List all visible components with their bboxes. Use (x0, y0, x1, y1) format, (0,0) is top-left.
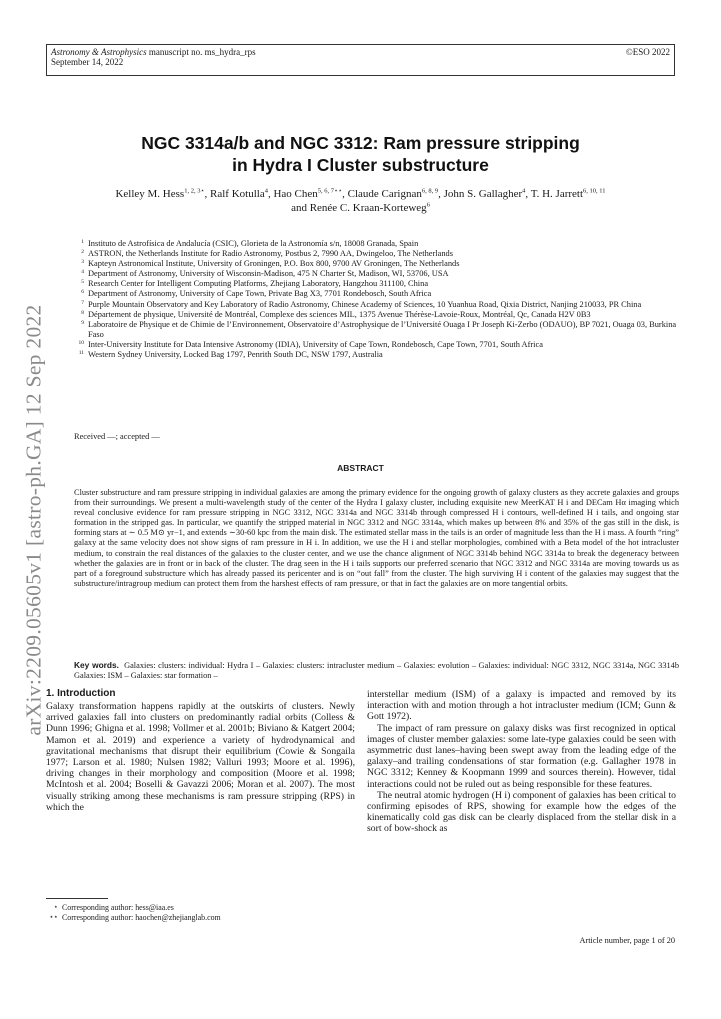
author-separator: , (204, 188, 211, 200)
header-date: September 14, 2022 (51, 57, 124, 67)
received-line: Received —; accepted — (74, 432, 160, 441)
right-column (367, 689, 676, 835)
affiliation-number: 4 (81, 269, 84, 276)
intro-paragraph-4: The neutral atomic hydrogen (H i) component of galaxies has been critical to confirming episodes of RPS, showing for example how the edges of the kinematically cold gas disk can be clearly displaced from the stellar disk in a sort of bow-shock as (367, 789, 676, 835)
corresponding-mark: ⋆ (200, 187, 205, 195)
affiliation-number: 9 (81, 319, 84, 326)
affiliation-number: 11 (78, 350, 84, 357)
affiliation-item (74, 350, 679, 360)
affiliation-item (74, 289, 679, 299)
affiliation-item (74, 249, 679, 259)
affiliation-text: Laboratoire de Physique et de Chimie de l’Environnement, Observatoire d’Astrophysique de l’Université Ouaga I Pr Joseph Ki-Zerbo (ODAUO), BP 7021, Ouaga 03, Burkina Faso (88, 319, 677, 339)
author-affil-sup: 1, 2, 3 (184, 187, 201, 195)
footnote-mark: ⋆⋆ (49, 913, 58, 922)
affiliation-text: Western Sydney University, Locked Bag 1797, Penrith South DC, NSW 1797, Australia (88, 350, 383, 360)
affiliation-number: 8 (81, 309, 84, 316)
abstract-heading: ABSTRACT (337, 463, 384, 473)
title-line-1: NGC 3314a/b and NGC 3312: Ram pressure stripping (141, 133, 580, 153)
affiliation-number: 3 (81, 259, 84, 266)
author-name: John S. Gallagher (443, 188, 523, 200)
author-name: Kelley M. Hess (115, 188, 185, 200)
intro-paragraph-2: interstellar medium (ISM) of a galaxy is impacted and removed by its interaction with and motion through a hot intracluster medium (ICM; Gunn & Gott 1972). (367, 689, 676, 723)
affiliation-text: Research Center for Intelligent Computing Platforms, Zhejiang Laboratory, Hangzhou 311100, China (88, 279, 429, 289)
affiliation-number: 5 (81, 279, 84, 286)
footnotes (46, 903, 355, 923)
affiliation-item (74, 239, 679, 249)
author-line-2 (52, 202, 669, 216)
footnote-text: Corresponding author: hess@iaa.es (62, 903, 174, 912)
section-heading-introduction: 1. Introduction (46, 688, 116, 699)
author-separator: , (525, 188, 531, 200)
affiliation-text: Instituto de Astrofísica de Andalucía (CSIC), Glorieta de la Astronomía s/n, 18008 Granada, Spain (88, 239, 419, 248)
affiliation-item (74, 310, 679, 320)
intro-paragraph-1: Galaxy transformation happens rapidly at the outskirts of clusters. Newly arrived galaxies fall into clusters on predominantly radial orbits (Colless & Dunn 1996; Ghigna et al. 1998; Vollmer et al. 2001b; Biviano & Katgert 2004; Mamon et al. 2019) and experience a variety of hydrodynamical and gravitational mechanisms that disrupt their equilibrium (Cowie & Songaila 1977; Larson et al. 1980; Nulsen 1982; Valluri 1993; Moore et al. 1996), driving changes in their morphology and composition (Moore et al. 1998; McIntosh et al. 2004; Boselli & Gavazzi 2006; Moran et al. 2007). The most visually striking among these mechanisms is ram pressure stripping (RPS) in which the (46, 701, 355, 813)
affiliation-text: Department of Astronomy, University of Cape Town, Private Bag X3, 7701 Rondebosch, South Africa (88, 289, 432, 299)
author-affil-sup: 4 (522, 187, 526, 195)
keywords (74, 660, 679, 681)
author-list (52, 188, 669, 215)
footnote-item (46, 903, 355, 913)
journal-name: Astronomy & Astrophysics (51, 47, 147, 57)
affiliation-number: 10 (78, 339, 84, 346)
affiliation-item (74, 340, 679, 350)
author-affil-sup: 6 (426, 200, 430, 208)
author-line-1 (52, 188, 669, 202)
author-name: Claude Carignan (347, 188, 422, 200)
affiliation-text: ASTRON, the Netherlands Institute for Radio Astronomy, Postbus 2, 7990 AA, Dwingeloo, The Netherlands (88, 249, 453, 259)
abstract-body: Cluster substructure and ram pressure stripping in individual galaxies are among the primary evidence for the ongoing growth of galaxy clusters as they accrete galaxies and groups from their surroundings. We present a multi-wavelength study of the center of the Hydra I galaxy cluster, including exquisite new MeerKAT H i and DECam Hα imaging which reveal conclusive evidence for ram pressure stripping in NGC 3312, NGC 3314a and NGC 3314b through compressed H i contours, well-defined H i tails, and ongoing star formation in the stripped gas. In particular, we quantify the stripped material in NGC 3312 and NGC 3314a, which makes up between 8% and 35% of the gas still in the disk, is forming stars at ∼ 0.5 M⊙ yr−1, and extends ∼30-60 kpc from the main disk. The estimated stellar mass in the tails is an order of magnitude less than the H i mass. A fourth “ring” galaxy at the same velocity does not show signs of ram pressure in H i. In addition, we use the H i and stellar morphologies, combined with a Beta model of the hot intracluster medium, to constrain the real distances of the galaxies to the cluster center, and we use the chance alignment of NGC 3314b behind NGC 3314a to break the degeneracy between whether the galaxies are in front or in back of the cluster. The drag seen in the H i tails supports our preferred scenario that NGC 3312 and NGC 3314a are moving towards us as part of a foreground substructure which has already passed its pericenter and is on “out fall” from the cluster. The high surviving H i content of the galaxies may suggest that the substructure/intragroup medium can protect them from the harshest effects of ram pressure, or that in fact the galaxies are on more tangential orbits. (74, 488, 679, 588)
footnote-item (46, 913, 355, 923)
author-affil-sup: 6, 10, 11 (583, 187, 606, 195)
author-separator: , (438, 188, 444, 200)
affiliation-item (74, 279, 679, 289)
affiliation-text: Department of Astronomy, University of Wisconsin-Madison, 475 N Charter St, Madison, WI, 53706, USA (88, 269, 449, 279)
affiliation-number: 6 (81, 289, 84, 296)
header-copyright: ©ESO 2022 (625, 47, 670, 57)
author-name: Hao Chen (273, 188, 318, 200)
affiliation-text: Département de physique, Université de Montréal, Complexe des sciences MIL, 1375 Avenue Thérèse-Lavoie-Roux, Montréal, Qc, Canada H2V 0B3 (88, 309, 591, 319)
author-last-prefix: and (291, 201, 310, 214)
affiliation-text: Kapteyn Astronomical Institute, University of Groningen, P.O. Box 800, 9700 AV Groningen, The Netherlands (88, 259, 460, 269)
author-name: Renée C. Kraan-Korteweg (309, 201, 427, 214)
affiliation-text: Inter-University Institute for Data Intensive Astronomy (IDIA), University of Cape Town, Rondebosch, Cape Town, 7701, South Africa (88, 339, 543, 349)
author-affil-sup: 4 (264, 187, 268, 195)
page-footer: Article number, page 1 of 20 (579, 936, 675, 945)
footnote-rule (46, 898, 108, 899)
affiliations (74, 239, 679, 360)
keywords-text: Galaxies: clusters: individual: Hydra I – Galaxies: clusters: intracluster medium – Galaxies: evolution – Galaxies: individual: NGC 3312, NGC 3314a, NGC 3314b Galaxies: ISM – Galaxies: star formation – (74, 661, 680, 681)
title-line-2: in Hydra I Cluster substructure (232, 155, 489, 175)
affiliation-item (74, 259, 679, 269)
manuscript-header (46, 44, 675, 76)
corresponding-mark: ⋆⋆ (334, 187, 343, 195)
affiliation-item (74, 320, 679, 340)
author-affil-sup: 5, 6, 7 (317, 187, 334, 195)
author-separator: , (267, 188, 274, 200)
affiliation-number: 7 (81, 299, 84, 306)
manuscript-id: manuscript no. ms_hydra_rps (148, 47, 256, 57)
affiliation-number: 2 (81, 249, 84, 256)
author-separator: , (342, 188, 348, 200)
affiliation-item (74, 269, 679, 279)
arxiv-stamp[interactable]: arXiv:2209.05605v1 [astro-ph.GA] 12 Sep 2022 (21, 304, 46, 736)
header-left (51, 47, 256, 67)
affiliation-number: 1 (81, 239, 84, 245)
footnote-mark: ⋆ (53, 903, 58, 911)
header-journal-line (51, 47, 256, 57)
affiliation-text: Purple Mountain Observatory and Key Laboratory of Radio Astronomy, Chinese Academy of Sciences, 10 Yuanhua Road, Qixia District, Nanjing 210033, PR China (88, 299, 642, 309)
keywords-label: Key words. (74, 660, 119, 670)
author-name: Ralf Kotulla (210, 188, 265, 200)
author-name: T. H. Jarrett (530, 188, 584, 200)
left-column (46, 701, 355, 813)
intro-paragraph-3: The impact of ram pressure on galaxy disks was first recognized in optical images of cluster member galaxies: some late-type galaxies could be seen with asymmetric dust lanes–having been swept away from the leading edge of the galaxy–and trailing condensations of star formation (e.g. Gallagher 1978 in NGC 3312; Kenney & Koopmann 1999 and sources therein). However, tidal interactions could not be ruled out as being responsible for these features. (367, 722, 676, 790)
footnote-text: Corresponding author: haochen@zhejianglab.com (62, 913, 221, 923)
author-affil-sup: 6, 8, 9 (421, 187, 439, 195)
paper-title (60, 132, 661, 176)
affiliation-item (74, 300, 679, 310)
